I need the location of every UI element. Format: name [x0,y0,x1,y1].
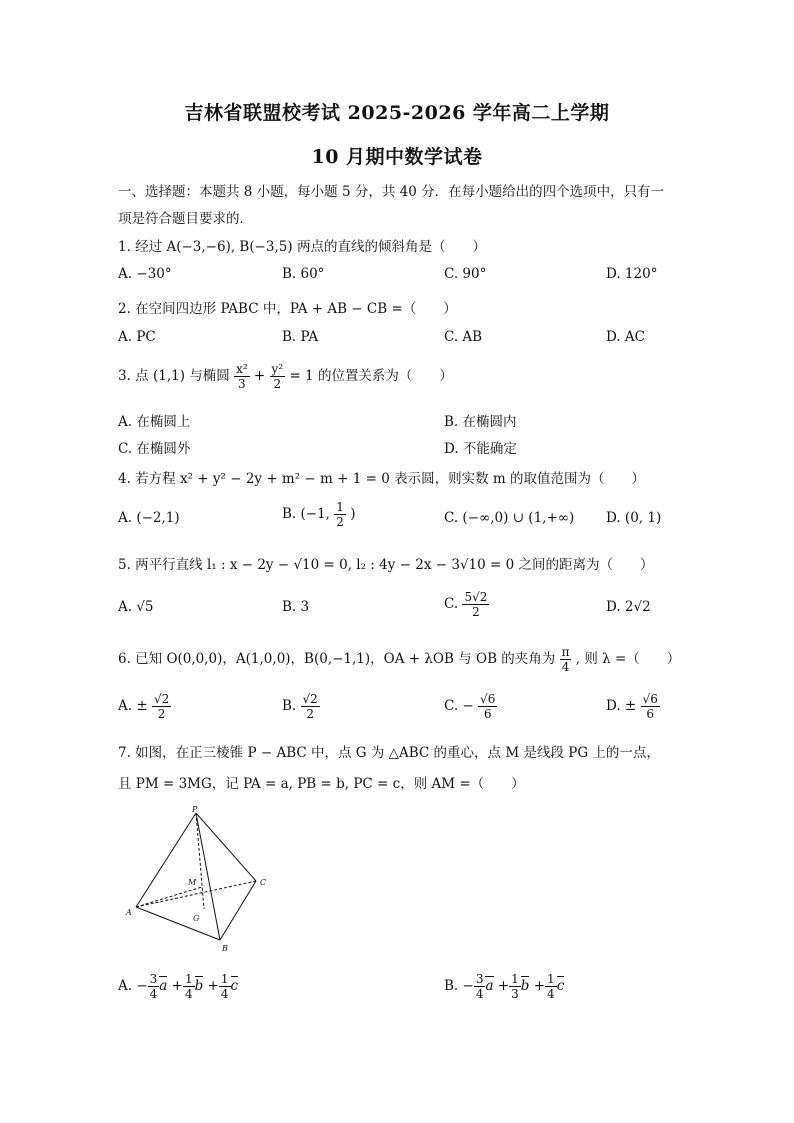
question-2-stem: 2. 在空间四边形 PABC 中，PA + AB − CB =（ ） [118,301,457,317]
q2-option-d[interactable]: D. AC [606,329,646,345]
q6-optb-frac: $\frac{√2}{2}$ [302,692,318,721]
q3-option-b[interactable]: B. 在椭圆内 [444,414,517,430]
section-intro-line2: 项是符合题目要求的． [118,211,253,227]
q7-option-b[interactable]: B. − $\frac{3}{4}$ a + $\frac{1}{3}$ b + $\frac{1}{4}$ c [444,972,565,1001]
q3-option-a[interactable]: A. 在椭圆上 [118,414,191,430]
q1-option-c[interactable]: C. 90° [444,266,487,282]
question-7-stem-line2: 且 PM = 3MG，记 PA = a, PB = b, PC = c，则 AM =（ ） [118,776,525,792]
question-3-stem: 3. 点 (1,1) 与椭圆 $\frac{\text{x²}}{3}$ + $\frac{\text{y²}}{2}$ = 1 的位置关系为（ ） [118,362,453,391]
page-title-line2: 10 月期中数学试卷 [311,146,483,168]
q6-option-c[interactable]: C. − $\frac{√6}{6}$ [444,692,496,721]
question-1-stem: 1. 经过 A(−3,−6), B(−3,5) 两点的直线的倾斜角是（ ） [118,239,486,255]
q6-optd-frac: $\frac{√6}{6}$ [642,692,658,721]
vertex-label-p: P [192,805,198,814]
q3-stem-post: 的位置关系为（ ） [317,368,453,384]
q5-option-d[interactable]: D. 2√2 [606,599,651,615]
vertex-label-m: M [188,878,197,887]
q2-option-c[interactable]: C. AB [444,329,483,345]
q3-option-d[interactable]: D. 不能确定 [444,441,517,457]
q3-ellipse-frac-x: $\frac{\text{x²}}{3}$ [236,362,248,391]
vertex-label-b: B [222,944,228,953]
q4-option-c[interactable]: C. (−∞,0) ∪ (1,+∞) [444,510,575,526]
question-4-stem: 4. 若方程 x² + y² − 2y + m² − m + 1 = 0 表示圆，则实数 m 的取值范围为（ ） [118,471,645,487]
q6-optc-frac: $\frac{√6}{6}$ [480,692,496,721]
q5-option-b[interactable]: B. 3 [282,599,310,615]
q5-option-a[interactable]: A. √5 [118,599,154,615]
q5-option-c[interactable]: C. $\frac{5√2}{2}$ [444,590,488,619]
q7-option-a[interactable]: A. − $\frac{3}{4}$ a + $\frac{1}{4}$ b + $\frac{1}{4}$ c [118,972,239,1001]
q6-stem-frac: $\frac{\pi}{4}$ [561,645,570,674]
question-7-stem-line1: 7. 如图，在正三棱锥 P − ABC 中，点 G 为 △ABC 的重心，点 M 是线段 PG 上的一点， [118,745,660,761]
q3-eq: = 1 [289,368,314,384]
vertex-label-a: A [126,908,132,917]
q3-option-c[interactable]: C. 在椭圆外 [118,441,191,457]
q4-optb-frac: $\frac{1}{2}$ [336,500,344,529]
vertex-label-g: G [193,914,200,923]
question-6-stem: 6. 已知 O(0,0,0)，A(1,0,0)，B(0,−1,1)，OA + λOB 与 OB 的夹角为 $\frac{\pi}{4}$ , 则 λ =（ ） [118,645,681,674]
q6-option-b[interactable]: B. $\frac{√2}{2}$ [282,692,318,721]
q6-opta-frac: $\frac{√2}{2}$ [153,692,170,721]
section-intro-line1: 一、选择题：本题共 8 小题，每小题 5 分，共 40 分．在每小题给出的四个选项中，只有一 [118,184,665,200]
page-title-line1: 吉林省联盟校考试 2025-2026 学年高二上学期 [184,102,610,124]
q1-option-b[interactable]: B. 60° [282,266,325,282]
q6-option-a[interactable]: A. ± $\frac{√2}{2}$ [118,692,170,721]
q5-optc-frac: $\frac{5√2}{2}$ [464,590,488,619]
vertex-label-c: C [260,878,267,887]
q4-option-a[interactable]: A. (−2,1) [118,510,180,526]
q3-ellipse-frac-y: $\frac{\text{y²}}{2}$ [271,362,284,391]
q4-option-d[interactable]: D. (0, 1) [606,510,662,526]
q6-option-d[interactable]: D. ± $\frac{√6}{6}$ [606,692,658,721]
q4-option-b[interactable]: B. (−1, $\frac{1}{2}$ ) [282,500,356,529]
question-5-stem: 5. 两平行直线 l₁ : x − 2y − √10 = 0, l₂ : 4y − 2x − 3√10 = 0 之间的距离为（ ） [118,557,654,573]
q1-option-d[interactable]: D. 120° [606,266,658,282]
pyramid-figure [118,805,288,955]
q2-option-b[interactable]: B. PA [282,329,319,345]
q2-option-a[interactable]: A. PC [118,329,156,345]
q1-option-a[interactable]: A. −30° [118,266,172,282]
q3-stem-pre: 3. 点 (1,1) 与椭圆 [118,368,230,384]
